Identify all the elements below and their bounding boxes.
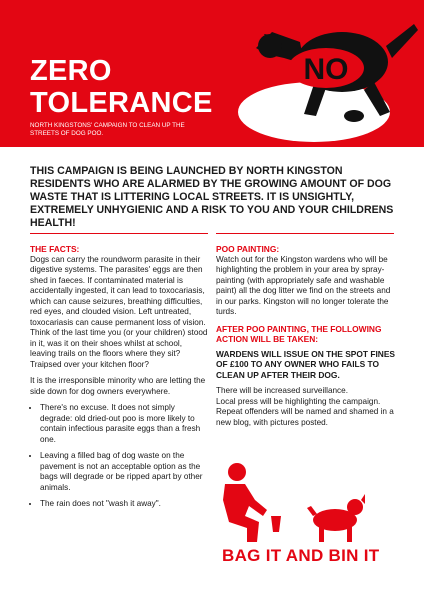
dog-leg: [319, 524, 324, 542]
press-line: Local press will be highlighting the campaign.: [216, 396, 381, 406]
offenders-line: Repeat offenders will be named and shamed in a new blog, with pictures posted.: [216, 407, 394, 427]
action-heading: AFTER POO PAINTING, THE FOLLOWING ACTION WILL BE TAKEN:: [216, 323, 382, 344]
squatting-dog-no-icon: [204, 0, 424, 147]
left-divider: [30, 233, 208, 234]
person-body: [223, 484, 267, 542]
surveillance-line: There will be increased surveillance.: [216, 386, 348, 395]
facts-column: [30, 244, 208, 516]
dog-tail: [307, 506, 317, 516]
facts-paragraph-1: Dogs can carry the roundworm parasite in their digestive systems. The parasites' eggs are then shed in faeces. If contaminated material is accidentally ingested, it can lead to toxocariasis, which can cause seizures, breathing difficulties, red eyes, and clouded vision. Left untreated, toxocariasis can cause permanent loss of vision. Think of the last time you (or your children) stood in it, was it on their shoes whilst at school, leaving trails on the floors where they sit? Traipsed over your kitchen floor?: [30, 254, 208, 369]
headline-tolerance: TOLERANCE: [30, 87, 213, 119]
no-stamp-text: NO: [303, 53, 349, 86]
painting-column: [216, 244, 396, 428]
headline-zero: ZERO: [30, 55, 112, 87]
header-banner: [0, 0, 424, 147]
facts-bullet: • The rain does not "wash it away".: [40, 499, 208, 510]
dog-leg: [347, 524, 352, 542]
headline: [30, 55, 213, 119]
facts-bullet: • Leaving a filled bag of dog waste on the pavement is not an acceptable option as the bags will degrade or be ripped apart by other animals.: [40, 451, 208, 493]
right-divider: [216, 233, 394, 234]
bag-it-slogan: BAG IT AND BIN IT: [222, 546, 380, 565]
fines-statement: WARDENS WILL ISSUE ON THE SPOT FINES OF £100 TO ANY OWNER WHO FAILS TO CLEAN UP AFTER THEIR DOG.: [216, 348, 395, 380]
painting-heading: POO PAINTING:: [216, 244, 280, 254]
painting-paragraph: Watch out for the Kingston wardens who will be highlighting the problem in your area by spray-painting (with appropriately safe and washable paint) all the dog litter we find on the streets and in our parks. Kingston will no longer tolerate the turds.: [216, 254, 391, 316]
person-head: [228, 463, 246, 481]
facts-bullet-list: [30, 403, 208, 510]
bag-it-pictogram-icon: [215, 460, 395, 545]
facts-bullet: • There's no excuse. It does not simply degrade: old dried-out poo is more likely to contain infectious parasite eggs than a fresh one.: [40, 403, 208, 445]
intro-statement: THIS CAMPAIGN IS BEING LAUNCHED BY NORTH KINGSTON RESIDENTS WHO ARE ALARMED BY THE GROWING AMOUNT OF DOG WASTE THAT IS LITTERING LOCAL STREETS. IT IS UNSIGHTLY, EXTREMELY UNHYGIENIC AND A RISK TO YOU AND YOUR CHILDRENS HEALTH!: [30, 165, 394, 229]
campaign-subline: NORTH KINGSTONS' CAMPAIGN TO CLEAN UP THE STREETS OF DOG POO.: [30, 122, 185, 137]
bag: [271, 516, 281, 532]
dog-head: [347, 499, 363, 515]
facts-paragraph-2: It is the irresponsible minority who are letting the side down for dog owners everywhere.: [30, 376, 206, 396]
facts-heading: THE FACTS:: [30, 244, 80, 254]
